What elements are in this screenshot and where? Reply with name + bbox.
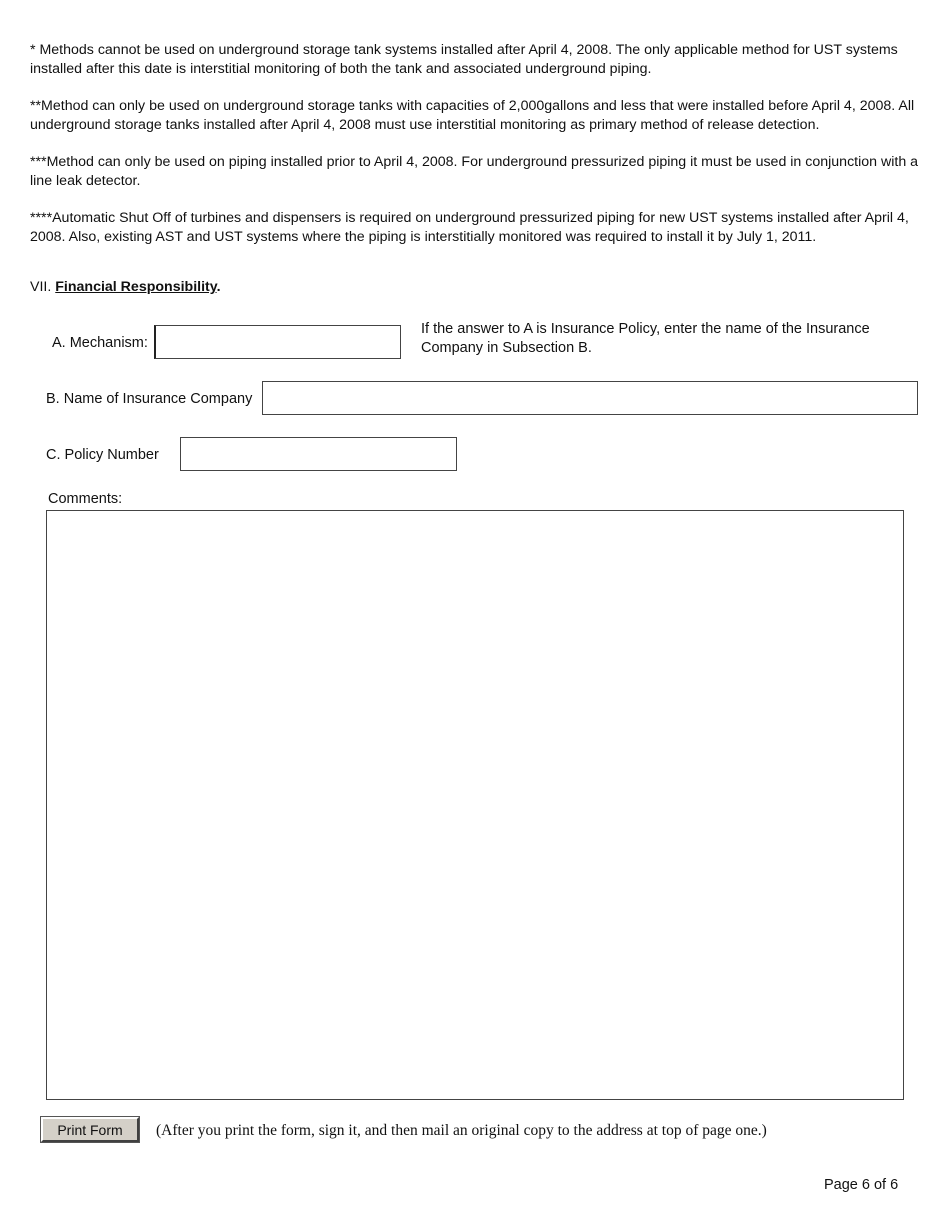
- mechanism-field[interactable]: [154, 325, 401, 359]
- footnote-quadruple-asterisk: ****Automatic Shut Off of turbines and dispensers is required on underground pressurized piping for new UST systems installed after April 4, 2008. Also, existing AST and UST systems where the piping is interstitially monitored was required to install it by July 1, 2011.: [30, 210, 909, 245]
- section-number: VII.: [30, 279, 52, 295]
- section-heading-financial-responsibility: [30, 278, 221, 297]
- print-form-button[interactable]: Print Form: [41, 1117, 139, 1142]
- print-instructions: (After you print the form, sign it, and then mail an original copy to the address at top of page one.): [156, 1122, 767, 1139]
- insurance-company-label: B. Name of Insurance Company: [46, 391, 253, 407]
- section-title-suffix: .: [216, 279, 221, 295]
- footnote-double-asterisk: **Method can only be used on underground storage tanks with capacities of 2,000gallons and less that were installed before April 4, 2008. All underground storage tanks installed after April 4, 2008 must use interstitial monitoring as primary method of release detection.: [30, 98, 915, 133]
- insurance-company-field[interactable]: [262, 381, 918, 415]
- footnote-single-asterisk: * Methods cannot be used on underground storage tank systems installed after April 4, 2008. The only applicable method for UST systems installed after this date is interstitial monitoring of both the tank and associated underground piping.: [30, 42, 898, 77]
- policy-number-field[interactable]: [180, 437, 457, 471]
- mechanism-label: A. Mechanism:: [52, 335, 148, 351]
- page-number: Page 6 of 6: [824, 1177, 899, 1193]
- comments-label: Comments:: [48, 491, 123, 507]
- comments-textarea[interactable]: [46, 510, 904, 1100]
- policy-number-label: C. Policy Number: [46, 447, 159, 463]
- footnote-triple-asterisk: ***Method can only be used on piping installed prior to April 4, 2008. For underground pressurized piping it must be used in conjunction with a line leak detector.: [30, 154, 919, 189]
- mechanism-hint: If the answer to A is Insurance Policy, enter the name of the Insurance Company in Subsection B.: [421, 321, 870, 356]
- section-title: Financial Responsibility: [55, 279, 217, 295]
